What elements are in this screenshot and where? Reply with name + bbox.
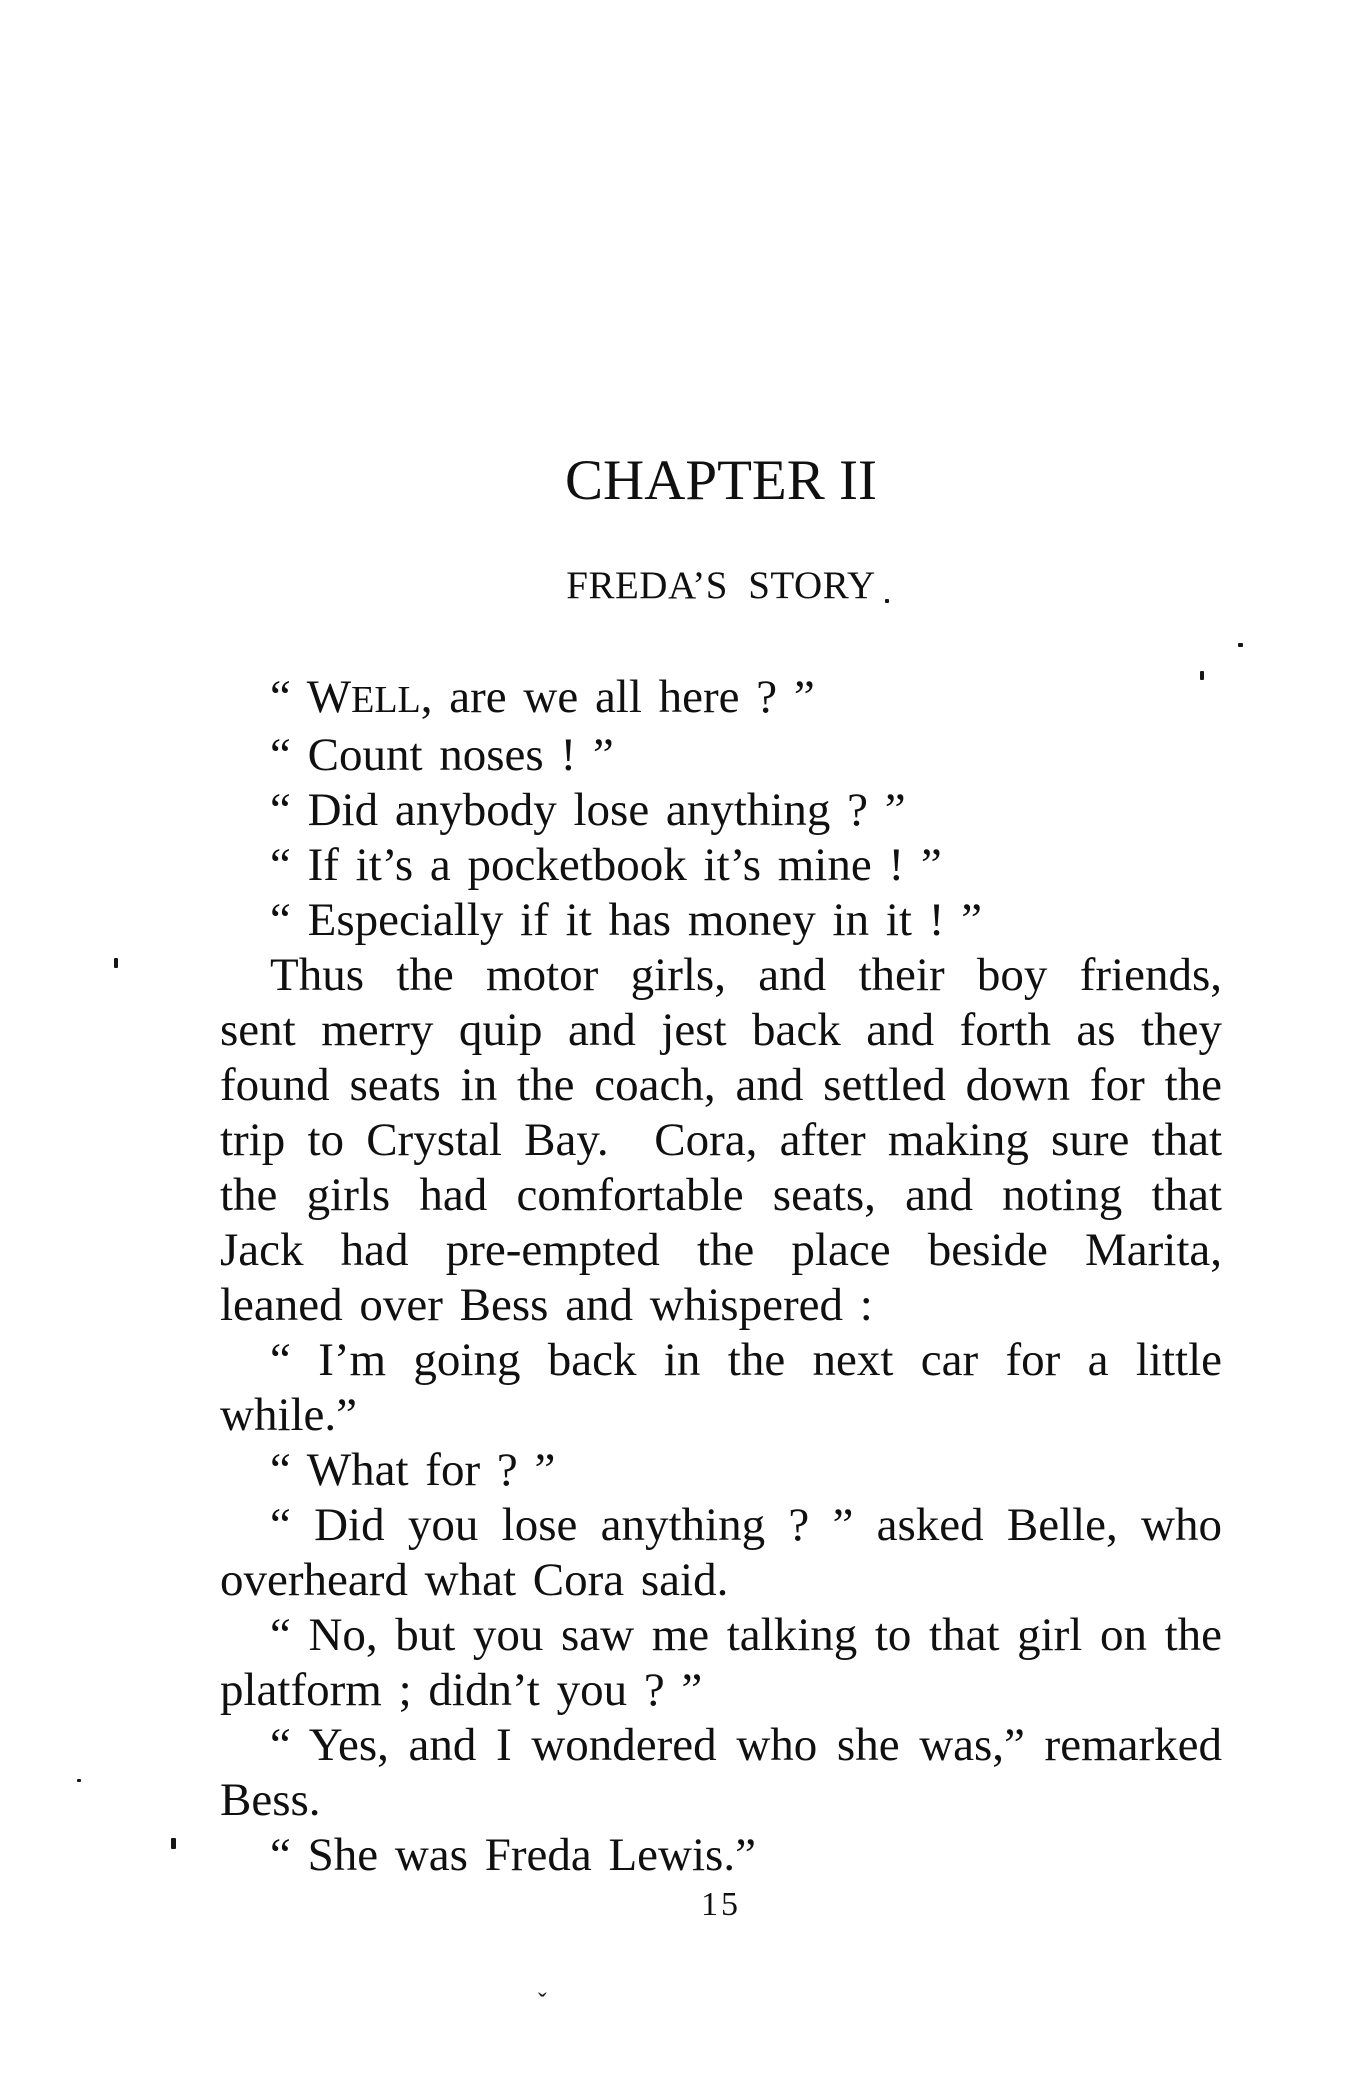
text-line: “ She was Freda Lewis.” bbox=[270, 1829, 756, 1881]
scan-speck-artifact bbox=[114, 958, 118, 968]
chapter-subtitle: FREDA’S STORY bbox=[566, 564, 876, 607]
text-line: sent merry quip and jest back and forth as they bbox=[220, 1004, 1222, 1056]
text-line: “ Did anybody lose anything ? ” bbox=[270, 784, 906, 836]
text-line: “ Did you lose anything ? ” asked Belle, who bbox=[270, 1499, 1222, 1551]
text-line: Jack had pre-empted the place beside Marita, bbox=[220, 1224, 1222, 1276]
text-line: the girls had comfortable seats, and noting that bbox=[220, 1169, 1222, 1221]
text-line: Thus the motor girls, and their boy friends, bbox=[270, 949, 1222, 1001]
text-line: “ Especially if it has money in it ! ” bbox=[270, 894, 982, 946]
text-line: trip to Crystal Bay. Cora, after making sure that bbox=[220, 1114, 1222, 1166]
text-line: platform ; didn’t you ? ” bbox=[220, 1664, 703, 1716]
text-line: leaned over Bess and whispered : bbox=[220, 1279, 873, 1331]
page-number: 15 bbox=[701, 1886, 741, 1923]
scan-speck-artifact bbox=[171, 1838, 176, 1849]
text-line: “ What for ? ” bbox=[270, 1444, 556, 1496]
text-line: “ No, but you saw me talking to that girl on the bbox=[270, 1609, 1222, 1661]
line-text: , are we all here ? ” bbox=[420, 671, 815, 723]
text-line: overheard what Cora said. bbox=[220, 1554, 729, 1606]
text-line: “ Yes, and I wondered who she was,” remarked bbox=[270, 1719, 1222, 1771]
line-text: “ W bbox=[270, 671, 352, 723]
small-caps-text: ELL bbox=[351, 679, 421, 721]
text-line: “ If it’s a pocketbook it’s mine ! ” bbox=[270, 839, 942, 891]
scan-speck-artifact bbox=[77, 1779, 81, 1782]
text-line: “ Count noses ! ” bbox=[270, 729, 614, 781]
text-line: found seats in the coach, and settled down for the bbox=[220, 1059, 1222, 1111]
text-line: while.” bbox=[220, 1389, 358, 1441]
scan-speck-artifact bbox=[885, 599, 889, 603]
scan-speck-artifact: ˇ bbox=[538, 1988, 547, 2017]
chapter-heading: CHAPTER II bbox=[565, 449, 877, 512]
scan-speck-artifact bbox=[1200, 671, 1204, 680]
scan-speck-artifact bbox=[1238, 643, 1243, 647]
text-line: “ I’m going back in the next car for a little bbox=[270, 1334, 1222, 1386]
text-line: Bess. bbox=[220, 1774, 321, 1826]
body-text bbox=[220, 670, 1222, 1883]
text-line bbox=[220, 670, 1222, 728]
